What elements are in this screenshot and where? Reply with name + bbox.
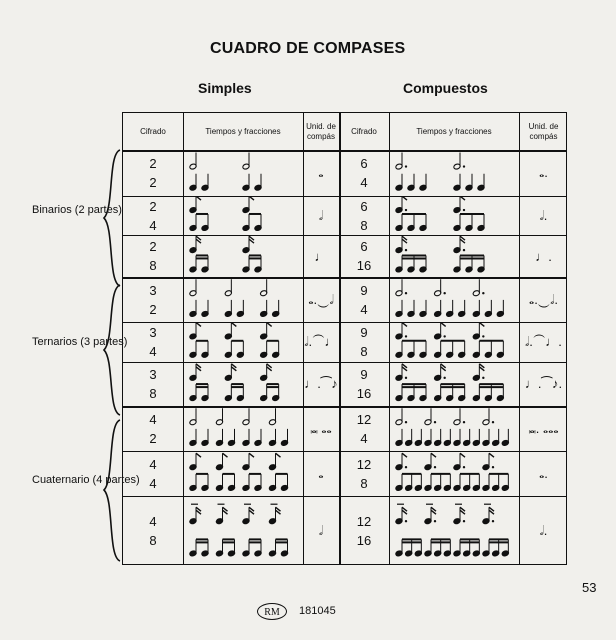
time-signature-compound [339, 322, 389, 362]
time-signature-numerator: 9 [360, 367, 368, 382]
subtitle-compound: Compuestos [403, 80, 488, 96]
time-signature-denominator: 4 [149, 475, 157, 491]
beats-and-fractions-simple [183, 235, 303, 277]
rhythm-notation [389, 496, 519, 566]
measure-unit-compound: 𝅜. 𝅝𝅝𝅝 [528, 420, 559, 436]
measure-unit-compound: 𝅝.‿𝅗𝅥. [529, 291, 558, 307]
rhythm-notation [389, 235, 519, 277]
time-signature-compound [339, 277, 389, 322]
time-signature-numerator: 3 [149, 325, 157, 340]
time-signature-numerator: 4 [149, 411, 157, 427]
time-signature-denominator: 8 [149, 258, 157, 273]
time-signature-denominator: 4 [149, 217, 157, 233]
measure-unit-compound: ♩. [535, 248, 552, 264]
beats-and-fractions-compound [389, 277, 519, 322]
beats-and-fractions-compound [389, 451, 519, 496]
measure-unit-compound: 𝅗𝅥.⁀♩. [525, 334, 562, 349]
rhythm-notation [389, 322, 519, 362]
time-signature-compound [339, 150, 389, 196]
time-signature-numerator: 9 [360, 325, 368, 340]
group-label-binarios: Binarios (2 partes) [32, 204, 122, 216]
measure-unit-compound: 𝅗𝅥. [539, 207, 548, 223]
time-signature-denominator: 2 [149, 175, 157, 190]
time-signature-numerator: 6 [360, 198, 368, 214]
beats-and-fractions-simple [183, 451, 303, 496]
rhythm-notation [183, 496, 303, 566]
rhythm-notation [183, 362, 303, 406]
time-signature-simple [123, 322, 183, 362]
beats-and-fractions-compound [389, 362, 519, 406]
time-signature-simple [123, 196, 183, 235]
time-signature-numerator: 3 [149, 367, 157, 382]
time-signature-denominator: 16 [356, 533, 372, 548]
rhythm-notation [389, 406, 519, 451]
time-signature-denominator: 8 [360, 217, 368, 233]
rhythm-notation [389, 277, 519, 322]
group-label-cuaternario: Cuaternario (4 partes) [32, 474, 140, 486]
group-label-ternarios: Ternarios (3 partes) [32, 336, 128, 348]
beats-and-fractions-simple [183, 496, 303, 566]
beats-and-fractions-simple [183, 322, 303, 362]
rhythm-notation [183, 235, 303, 277]
rhythm-notation [183, 196, 303, 235]
measure-unit-compound: ♩.⁀♪. [524, 376, 563, 391]
rhythm-notation [183, 451, 303, 496]
measure-unit-simple: 𝅗𝅥.⁀♩ [304, 334, 338, 349]
measure-unit-simple: 𝅝 [318, 465, 324, 481]
time-signature-compound [339, 406, 389, 451]
beats-and-fractions-compound [389, 322, 519, 362]
time-signature-denominator: 4 [360, 301, 368, 317]
time-signature-denominator: 2 [149, 430, 157, 446]
time-signature-numerator: 4 [149, 514, 157, 529]
time-signature-simple [123, 496, 183, 566]
beats-and-fractions-compound [389, 406, 519, 451]
header-unidad-simple: Unid. de compás [306, 122, 336, 141]
time-signature-denominator: 2 [149, 301, 157, 317]
rhythm-notation [389, 362, 519, 406]
time-signature-simple [123, 150, 183, 196]
time-signature-numerator: 12 [356, 411, 372, 427]
subtitle-simple: Simples [198, 80, 252, 96]
beats-and-fractions-simple [183, 196, 303, 235]
header-cifrado-compound: Cifrado [351, 126, 377, 136]
measure-unit-simple: 𝅜 𝅝𝅝 [310, 420, 332, 436]
time-signature-numerator: 6 [360, 156, 368, 171]
catalog-number: 181045 [299, 605, 336, 617]
measure-unit-compound: 𝅝. [539, 465, 548, 481]
beats-and-fractions-simple [183, 277, 303, 322]
brace-binarios [100, 148, 122, 288]
rhythm-notation [183, 406, 303, 451]
time-signature-denominator: 8 [149, 386, 157, 401]
time-signature-numerator: 6 [360, 239, 368, 254]
page-number: 53 [582, 580, 597, 595]
rhythm-notation [389, 150, 519, 196]
time-signature-compound [339, 451, 389, 496]
measure-unit-simple: 𝅝.‿𝅗𝅥 [308, 291, 334, 307]
time-signature-numerator: 3 [149, 282, 157, 298]
time-signature-simple [123, 406, 183, 451]
rhythm-notation [183, 277, 303, 322]
rhythm-notation [389, 451, 519, 496]
beats-and-fractions-compound [389, 496, 519, 566]
time-signature-numerator: 2 [149, 239, 157, 254]
measure-unit-compound: 𝅗𝅥. [539, 523, 548, 538]
time-signature-numerator: 12 [356, 514, 372, 529]
time-signature-compound [339, 196, 389, 235]
page-title: CUADRO DE COMPASES [210, 40, 406, 57]
header-unidad-compound: Unid. de compás [528, 122, 559, 141]
time-signature-simple [123, 451, 183, 496]
time-signature-numerator: 4 [149, 456, 157, 472]
header-cifrado-simple: Cifrado [140, 126, 166, 136]
measure-unit-simple: ♩ [314, 248, 328, 264]
brace-ternarios [100, 283, 122, 417]
beats-and-fractions-simple [183, 150, 303, 196]
time-signature-numerator: 2 [149, 198, 157, 214]
measure-unit-simple: 𝅗𝅥 [318, 523, 324, 538]
beats-and-fractions-simple [183, 406, 303, 451]
header-tiempos-compound: Tiempos y fracciones [416, 126, 492, 136]
time-signature-denominator: 8 [360, 475, 368, 491]
beats-and-fractions-simple [183, 362, 303, 406]
time-signature-compound [339, 362, 389, 406]
time-signature-numerator: 12 [356, 456, 372, 472]
time-signature-denominator: 4 [360, 430, 368, 446]
brace-cuaternario [100, 418, 122, 563]
time-signature-denominator: 16 [356, 258, 372, 273]
time-signature-simple [123, 277, 183, 322]
time-signature-compound [339, 496, 389, 566]
header-tiempos-simple: Tiempos y fracciones [205, 126, 281, 136]
rhythm-notation [183, 150, 303, 196]
time-signature-simple [123, 362, 183, 406]
time-signature-denominator: 4 [149, 344, 157, 359]
measure-unit-simple: ♩.⁀♪ [304, 376, 338, 391]
time-signature-numerator: 2 [149, 156, 157, 171]
time-signature-denominator: 4 [360, 175, 368, 190]
beats-and-fractions-compound [389, 150, 519, 196]
time-signature-denominator: 16 [356, 386, 372, 401]
time-signature-denominator: 8 [360, 344, 368, 359]
rhythm-notation [183, 322, 303, 362]
publisher-logo: RM [257, 603, 287, 620]
measure-unit-compound: 𝅝. [539, 165, 548, 180]
time-signature-numerator: 9 [360, 282, 368, 298]
time-signature-denominator: 8 [149, 533, 157, 548]
time-signature-compound [339, 235, 389, 277]
beats-and-fractions-compound [389, 235, 519, 277]
measure-unit-simple: 𝅝 [318, 165, 324, 180]
time-signature-table [122, 112, 567, 565]
rhythm-notation [389, 196, 519, 235]
beats-and-fractions-compound [389, 196, 519, 235]
time-signature-simple [123, 235, 183, 277]
measure-unit-simple: 𝅗𝅥 [318, 207, 324, 223]
